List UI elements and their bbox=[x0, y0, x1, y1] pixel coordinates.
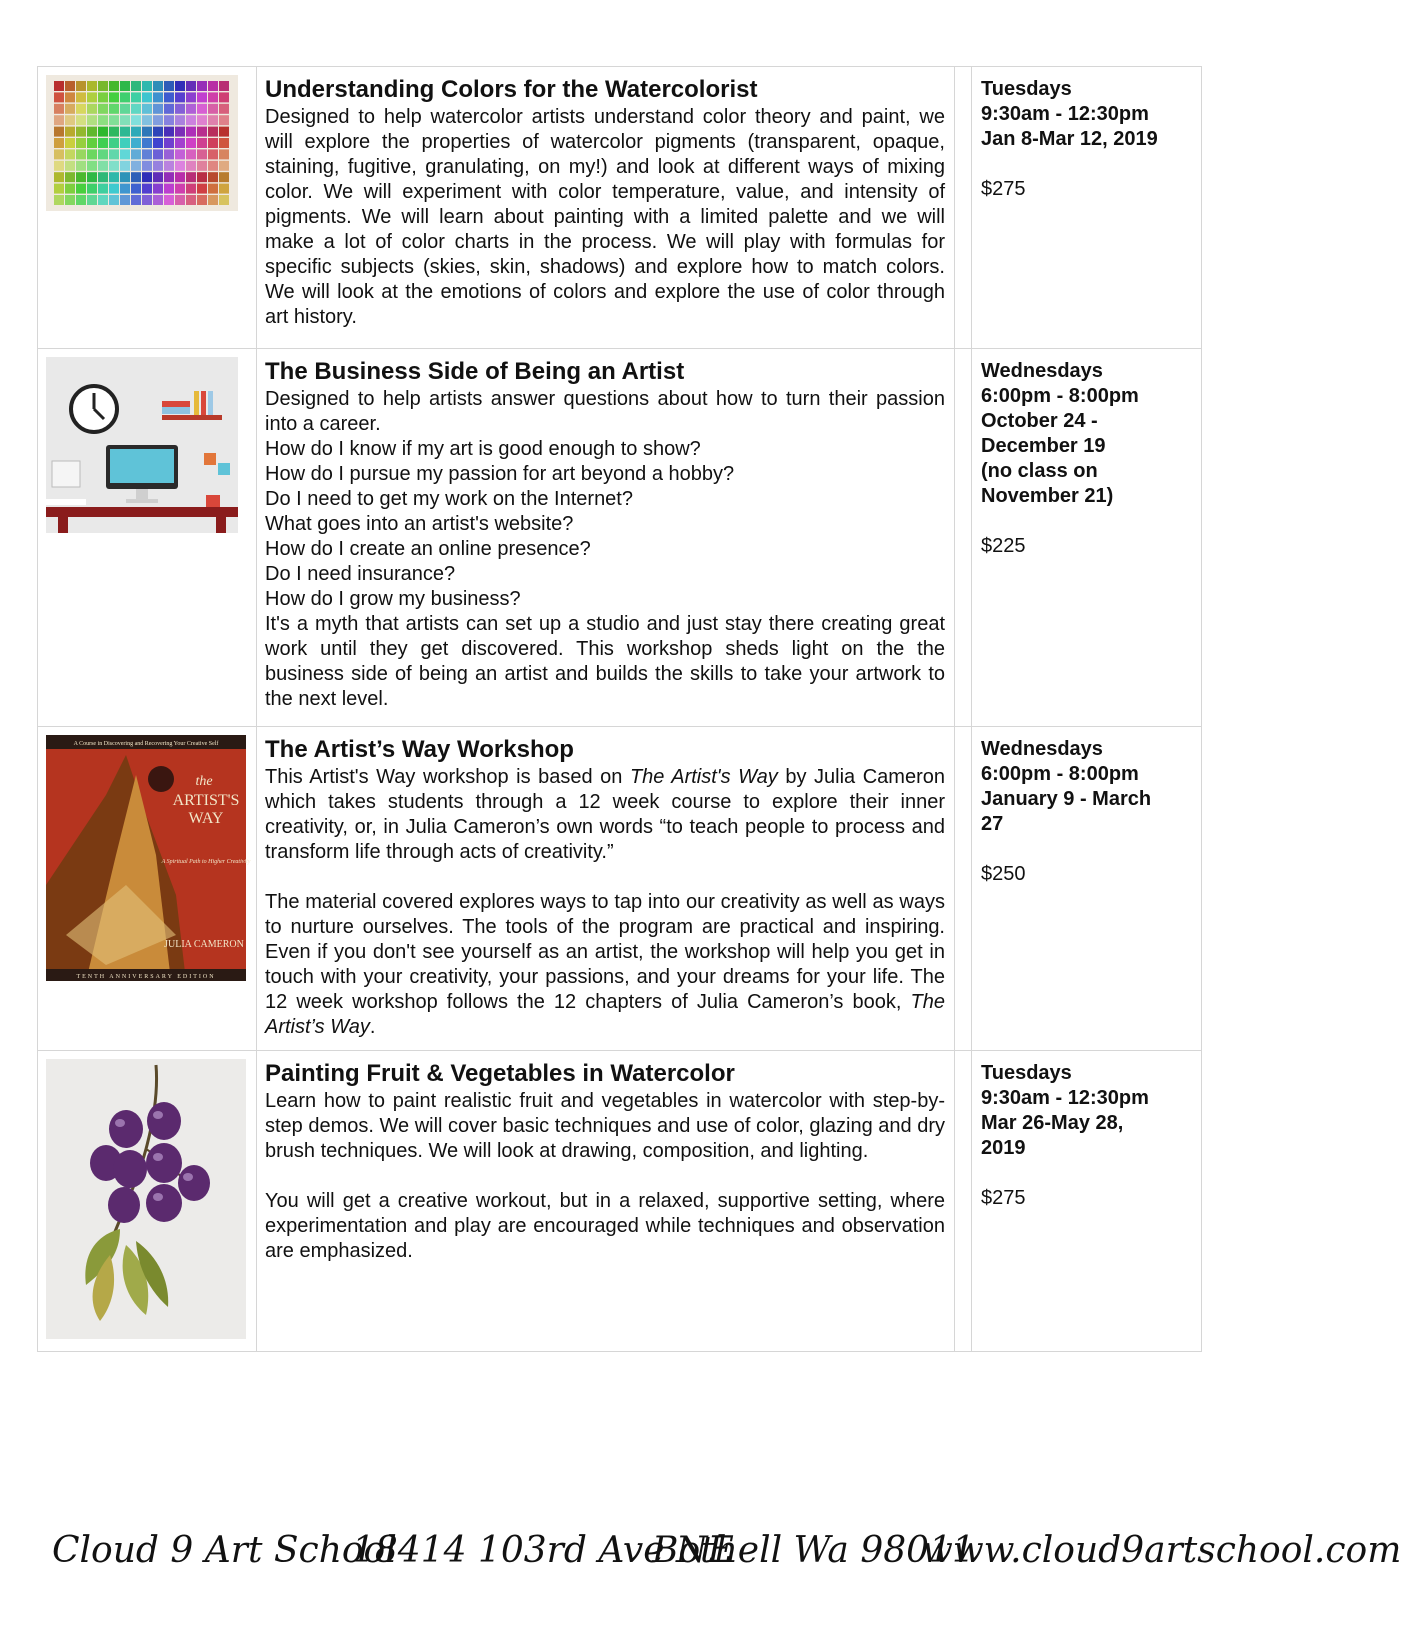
course-title: Understanding Colors for the Watercolorist bbox=[265, 76, 758, 103]
color-swatch bbox=[87, 127, 97, 137]
course-image-cell bbox=[38, 727, 257, 1051]
color-swatch bbox=[76, 104, 86, 114]
schedule-cell bbox=[972, 727, 1202, 1051]
color-swatch bbox=[197, 161, 207, 171]
schedule-note: November 21) bbox=[981, 485, 1114, 507]
color-swatch bbox=[175, 161, 185, 171]
color-swatch bbox=[175, 115, 185, 125]
color-swatch bbox=[164, 149, 174, 159]
color-swatch bbox=[131, 92, 141, 102]
course-schedule-table bbox=[37, 66, 1202, 1352]
color-swatch bbox=[153, 81, 163, 91]
color-swatch bbox=[120, 149, 130, 159]
color-swatch bbox=[164, 138, 174, 148]
schedule-dates: Mar 26-May 28, bbox=[981, 1112, 1124, 1134]
question-item: How do I pursue my passion for art beyond a hobby? bbox=[265, 463, 735, 485]
color-swatch bbox=[208, 92, 218, 102]
color-swatch bbox=[153, 161, 163, 171]
color-swatch bbox=[219, 127, 229, 137]
color-swatch bbox=[54, 104, 64, 114]
color-swatch bbox=[76, 138, 86, 148]
color-swatch bbox=[109, 115, 119, 125]
color-swatch bbox=[109, 92, 119, 102]
color-swatch bbox=[197, 115, 207, 125]
color-swatch bbox=[186, 161, 196, 171]
book-title-artists: ARTIST'S bbox=[172, 792, 240, 809]
color-swatch bbox=[175, 184, 185, 194]
color-swatch bbox=[208, 127, 218, 137]
color-swatch bbox=[131, 127, 141, 137]
question-item: What goes into an artist's website? bbox=[265, 513, 574, 535]
color-swatch bbox=[153, 172, 163, 182]
color-swatch bbox=[98, 161, 108, 171]
color-swatch bbox=[175, 104, 185, 114]
color-swatch bbox=[208, 184, 218, 194]
color-swatch bbox=[153, 92, 163, 102]
color-swatch bbox=[219, 149, 229, 159]
color-swatch bbox=[164, 104, 174, 114]
color-swatch bbox=[219, 195, 229, 205]
color-swatch bbox=[54, 184, 64, 194]
color-swatch bbox=[197, 172, 207, 182]
color-swatch bbox=[87, 138, 97, 148]
color-swatch bbox=[98, 184, 108, 194]
color-swatch bbox=[98, 115, 108, 125]
course-row bbox=[38, 1051, 1202, 1352]
color-swatch bbox=[65, 172, 75, 182]
color-swatch bbox=[76, 127, 86, 137]
color-swatch bbox=[120, 184, 130, 194]
course-title: The Business Side of Being an Artist bbox=[265, 358, 685, 385]
color-swatch bbox=[153, 184, 163, 194]
schedule-time: 9:30am - 12:30pm bbox=[981, 1087, 1149, 1109]
course-title: Painting Fruit & Vegetables in Watercolor bbox=[265, 1060, 735, 1087]
schedule-dates: 27 bbox=[981, 813, 1004, 835]
color-swatch bbox=[153, 115, 163, 125]
color-swatch bbox=[76, 161, 86, 171]
course-description: The material covered explores ways to tap into our creativity as well as ways to nurture ourselves. The tools of the program are practical and inspiring. Even if you don't see yourself as an artist, the workshop will help you get in touch with your creativity, your passions, and your dreams for your life. The 12 week workshop follows the 12 chapters of Julia Cameron’s book, The Artist’s Way. bbox=[265, 891, 945, 1038]
color-swatch bbox=[197, 92, 207, 102]
color-swatch bbox=[87, 92, 97, 102]
footer-address: 18414 103rd Ave NE bbox=[352, 1530, 734, 1571]
course-price: $275 bbox=[981, 178, 1026, 200]
color-swatch bbox=[54, 172, 64, 182]
color-swatch bbox=[175, 138, 185, 148]
color-swatch bbox=[98, 92, 108, 102]
color-swatch bbox=[142, 81, 152, 91]
color-swatch bbox=[87, 161, 97, 171]
color-swatch bbox=[219, 138, 229, 148]
schedule-day: Wednesdays bbox=[981, 360, 1103, 382]
color-swatch bbox=[120, 127, 130, 137]
footer-website[interactable]: www.cloud9artschool.com bbox=[922, 1530, 1401, 1571]
book-subtitle: A Spiritual Path to Higher Creativity bbox=[161, 859, 251, 865]
color-swatch bbox=[219, 81, 229, 91]
color-swatch bbox=[186, 92, 196, 102]
color-swatch bbox=[65, 81, 75, 91]
color-swatch bbox=[131, 115, 141, 125]
schedule-day: Tuesdays bbox=[981, 78, 1072, 100]
color-swatch bbox=[76, 92, 86, 102]
color-swatch bbox=[219, 172, 229, 182]
color-swatch bbox=[186, 104, 196, 114]
color-swatch bbox=[142, 138, 152, 148]
color-swatch bbox=[109, 172, 119, 182]
color-swatch bbox=[76, 81, 86, 91]
course-description-cell bbox=[257, 349, 955, 727]
schedule-time: 6:00pm - 8:00pm bbox=[981, 385, 1139, 407]
color-swatch bbox=[54, 92, 64, 102]
schedule-cell bbox=[972, 67, 1202, 349]
color-swatch bbox=[87, 81, 97, 91]
color-swatch bbox=[175, 195, 185, 205]
color-swatch bbox=[131, 172, 141, 182]
color-swatch bbox=[98, 195, 108, 205]
schedule-dates: December 19 bbox=[981, 435, 1106, 457]
color-swatch bbox=[208, 115, 218, 125]
course-price: $225 bbox=[981, 535, 1026, 557]
color-swatch bbox=[109, 81, 119, 91]
color-swatch bbox=[54, 138, 64, 148]
spacer-cell bbox=[955, 1051, 972, 1352]
color-swatch bbox=[54, 195, 64, 205]
color-swatch bbox=[153, 127, 163, 137]
color-swatch bbox=[186, 195, 196, 205]
schedule-note: (no class on bbox=[981, 460, 1098, 482]
color-swatch bbox=[142, 161, 152, 171]
color-swatch bbox=[142, 149, 152, 159]
color-swatch bbox=[164, 195, 174, 205]
color-swatch bbox=[65, 115, 75, 125]
course-row bbox=[38, 67, 1202, 349]
color-swatch bbox=[186, 184, 196, 194]
color-swatch bbox=[142, 127, 152, 137]
color-swatch bbox=[120, 92, 130, 102]
color-swatch bbox=[153, 149, 163, 159]
book-author: JULIA CAMERON bbox=[164, 939, 244, 950]
course-image-cell bbox=[38, 349, 257, 727]
color-swatch bbox=[186, 81, 196, 91]
color-swatch bbox=[98, 138, 108, 148]
course-intro: Designed to help artists answer questions about how to turn their passion into a career. bbox=[265, 388, 945, 435]
color-swatch bbox=[164, 127, 174, 137]
color-swatch bbox=[98, 149, 108, 159]
color-swatch bbox=[65, 138, 75, 148]
schedule-time: 9:30am - 12:30pm bbox=[981, 103, 1149, 125]
color-swatch bbox=[98, 127, 108, 137]
color-swatch bbox=[54, 149, 64, 159]
spacer-cell bbox=[955, 67, 972, 349]
color-swatch bbox=[120, 172, 130, 182]
book-title-the: the bbox=[195, 774, 213, 789]
color-swatch bbox=[54, 115, 64, 125]
color-swatch bbox=[208, 172, 218, 182]
color-swatch bbox=[87, 172, 97, 182]
color-swatch bbox=[131, 161, 141, 171]
color-swatch bbox=[208, 138, 218, 148]
book-top-banner: A Course in Discovering and Recovering Your Creative Self bbox=[73, 741, 219, 747]
artist-desk-illustration bbox=[46, 357, 238, 533]
color-swatch bbox=[208, 161, 218, 171]
color-swatch bbox=[197, 149, 207, 159]
question-list bbox=[265, 437, 945, 612]
plums-watercolor-painting bbox=[46, 1059, 246, 1339]
course-row bbox=[38, 727, 1202, 1051]
artists-way-book-cover bbox=[46, 735, 251, 981]
color-swatch bbox=[87, 184, 97, 194]
course-closing: It's a myth that artists can set up a studio and just stay there creating great work until they get discovered. This workshop sheds light on the the business side of being an artist and builds the skills to take your artwork to the next level. bbox=[265, 613, 945, 710]
color-swatch bbox=[186, 115, 196, 125]
color-swatch bbox=[142, 195, 152, 205]
footer-school-name: Cloud 9 Art School bbox=[52, 1530, 397, 1571]
color-swatch bbox=[87, 195, 97, 205]
schedule-dates: Jan 8-Mar 12, 2019 bbox=[981, 128, 1158, 150]
color-swatch bbox=[153, 104, 163, 114]
schedule-time: 6:00pm - 8:00pm bbox=[981, 763, 1139, 785]
schedule-dates: October 24 - bbox=[981, 410, 1098, 432]
book-title-italic: The Artist's Way bbox=[629, 766, 778, 788]
color-swatch bbox=[65, 127, 75, 137]
schedule-cell bbox=[972, 349, 1202, 727]
color-swatch bbox=[186, 172, 196, 182]
color-swatch bbox=[120, 138, 130, 148]
color-swatch bbox=[153, 138, 163, 148]
color-swatch bbox=[186, 138, 196, 148]
color-swatch bbox=[109, 127, 119, 137]
color-swatch bbox=[164, 115, 174, 125]
color-swatch bbox=[76, 115, 86, 125]
footer-contact-line bbox=[52, 1530, 1401, 1590]
color-swatch bbox=[54, 161, 64, 171]
color-swatch bbox=[120, 161, 130, 171]
color-swatch bbox=[131, 138, 141, 148]
color-swatch bbox=[164, 184, 174, 194]
color-swatch bbox=[175, 92, 185, 102]
question-item: How do I know if my art is good enough to show? bbox=[265, 438, 701, 460]
course-description-cell bbox=[257, 727, 955, 1051]
book-bottom-banner: TENTH ANNIVERSARY EDITION bbox=[76, 974, 216, 980]
spacer-cell bbox=[955, 727, 972, 1051]
spacer-cell bbox=[955, 349, 972, 727]
color-swatch bbox=[197, 81, 207, 91]
color-swatch bbox=[164, 81, 174, 91]
color-swatch bbox=[164, 92, 174, 102]
course-description-cell bbox=[257, 1051, 955, 1352]
color-swatch bbox=[120, 195, 130, 205]
color-swatch bbox=[131, 81, 141, 91]
color-swatch bbox=[98, 172, 108, 182]
question-item: How do I grow my business? bbox=[265, 588, 521, 610]
footer-city: Bothell Wa 98011 bbox=[652, 1530, 975, 1571]
color-swatch bbox=[109, 138, 119, 148]
color-swatch bbox=[109, 104, 119, 114]
color-swatch bbox=[87, 115, 97, 125]
color-swatch bbox=[120, 81, 130, 91]
color-swatch bbox=[120, 115, 130, 125]
course-description: You will get a creative workout, but in a relaxed, supportive setting, where experimentation and play are encouraged while techniques and observation are emphasized. bbox=[265, 1190, 945, 1262]
color-swatch bbox=[142, 104, 152, 114]
course-price: $250 bbox=[981, 863, 1026, 885]
color-swatch bbox=[109, 195, 119, 205]
color-swatch bbox=[197, 195, 207, 205]
color-swatch bbox=[65, 92, 75, 102]
schedule-dates: 2019 bbox=[981, 1137, 1026, 1159]
color-swatch bbox=[98, 81, 108, 91]
color-swatch bbox=[153, 195, 163, 205]
course-description: This Artist's Way workshop is based on The Artist's Way by Julia Cameron which takes students through a 12 week course to explore their inner creativity, or, in Julia Cameron’s own words “to teach people to process and transform life through acts of creativity.” bbox=[265, 766, 945, 863]
color-swatch bbox=[197, 127, 207, 137]
course-description: Designed to help watercolor artists understand color theory and paint, we will explore the properties of watercolor pigments (transparent, opaque, staining, fugitive, granulating, on my!) and look at different ways of mixing color. We will experiment with color temperature, value, and intensity of pigments. We will learn about painting with a limited palette and we will make a lot of color charts in the process. We will play with formulas for specific subjects (skies, skin, shadows) and explore how to match colors. We will look at the emotions of colors and explore the use of color through art history. bbox=[265, 106, 945, 328]
color-swatch bbox=[219, 161, 229, 171]
course-title: The Artist’s Way Workshop bbox=[265, 736, 574, 763]
color-swatch bbox=[175, 172, 185, 182]
color-swatch bbox=[142, 115, 152, 125]
color-swatch bbox=[98, 104, 108, 114]
color-swatch bbox=[186, 149, 196, 159]
color-swatch bbox=[87, 104, 97, 114]
color-swatch bbox=[76, 195, 86, 205]
color-swatch bbox=[76, 184, 86, 194]
color-swatch bbox=[109, 149, 119, 159]
color-chart-image bbox=[46, 75, 238, 211]
color-swatch bbox=[219, 115, 229, 125]
color-swatch bbox=[208, 81, 218, 91]
question-item: How do I create an online presence? bbox=[265, 538, 591, 560]
schedule-cell bbox=[972, 1051, 1202, 1352]
color-swatch bbox=[131, 149, 141, 159]
color-swatch bbox=[54, 127, 64, 137]
course-image-cell bbox=[38, 67, 257, 349]
color-swatch bbox=[87, 149, 97, 159]
color-swatch bbox=[65, 161, 75, 171]
color-swatch bbox=[76, 172, 86, 182]
book-title-way: WAY bbox=[188, 810, 224, 827]
course-description: Learn how to paint realistic fruit and vegetables in watercolor with step-by-step demos. We will cover basic techniques and use of color, glazing and dry brush techniques. We will look at drawing, composition, and lighting. bbox=[265, 1090, 945, 1162]
book-title-italic: The Artist’s Way bbox=[265, 991, 945, 1038]
color-swatch bbox=[65, 104, 75, 114]
color-swatch bbox=[197, 184, 207, 194]
color-swatch bbox=[120, 104, 130, 114]
course-description-cell bbox=[257, 67, 955, 349]
color-swatch bbox=[164, 161, 174, 171]
course-image-cell bbox=[38, 1051, 257, 1352]
color-swatch bbox=[131, 104, 141, 114]
color-swatch bbox=[186, 127, 196, 137]
color-swatch bbox=[175, 81, 185, 91]
color-swatch bbox=[208, 195, 218, 205]
schedule-day: Tuesdays bbox=[981, 1062, 1072, 1084]
color-swatch bbox=[65, 149, 75, 159]
color-swatch bbox=[208, 104, 218, 114]
color-swatch bbox=[131, 195, 141, 205]
color-swatch bbox=[164, 172, 174, 182]
color-swatch bbox=[142, 184, 152, 194]
color-swatch bbox=[142, 92, 152, 102]
color-swatch bbox=[219, 92, 229, 102]
schedule-dates: January 9 - March bbox=[981, 788, 1152, 810]
color-swatch bbox=[109, 184, 119, 194]
color-swatch bbox=[175, 149, 185, 159]
color-swatch bbox=[197, 138, 207, 148]
color-swatch bbox=[65, 184, 75, 194]
question-item: Do I need insurance? bbox=[265, 563, 456, 585]
color-swatch bbox=[175, 127, 185, 137]
color-swatch bbox=[219, 104, 229, 114]
color-swatch bbox=[142, 172, 152, 182]
course-row bbox=[38, 349, 1202, 727]
color-swatch bbox=[109, 161, 119, 171]
color-swatch bbox=[208, 149, 218, 159]
color-swatch bbox=[65, 195, 75, 205]
color-swatch bbox=[54, 81, 64, 91]
question-item: Do I need to get my work on the Internet? bbox=[265, 488, 633, 510]
color-swatch bbox=[197, 104, 207, 114]
color-swatch bbox=[219, 184, 229, 194]
course-price: $275 bbox=[981, 1187, 1026, 1209]
color-swatch bbox=[76, 149, 86, 159]
color-swatch bbox=[131, 184, 141, 194]
schedule-day: Wednesdays bbox=[981, 738, 1103, 760]
